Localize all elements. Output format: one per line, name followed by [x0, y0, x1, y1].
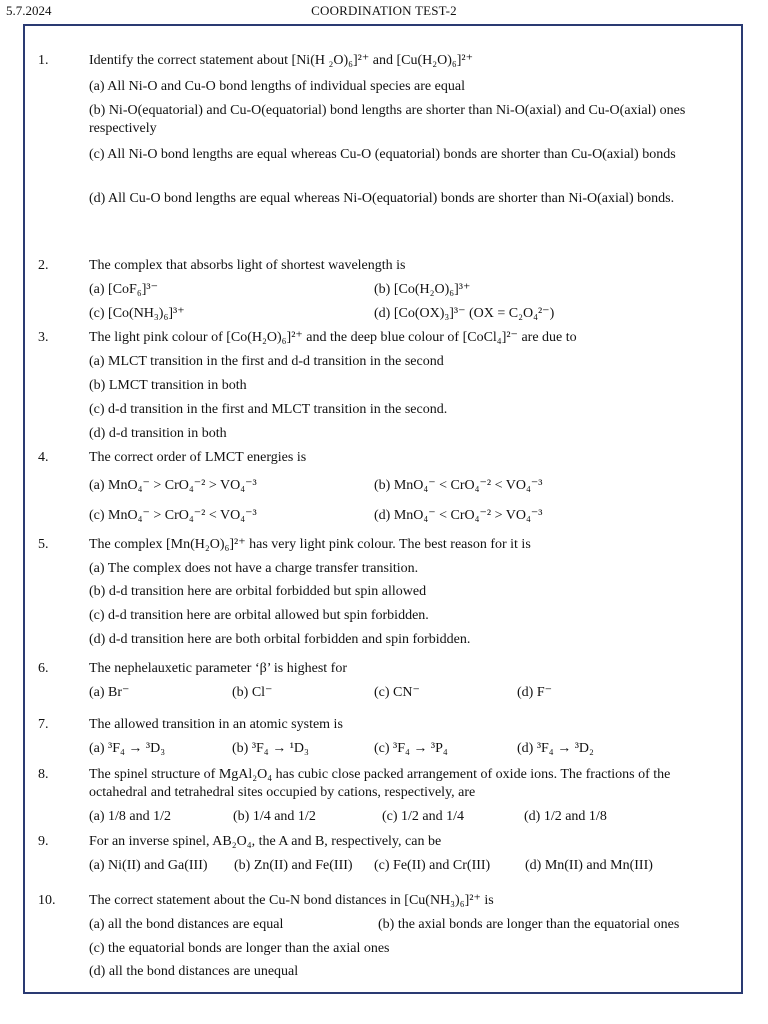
option-b: (b) MnO₄⁻ < CrO₄⁻² < VO₄⁻³ [374, 478, 543, 493]
option-b: (b) Ni-O(equatorial) and Cu-O(equatorial) bond lengths are shorter than Ni-O(axial) and Cu-O(axial) ones respectively [89, 103, 686, 136]
option-c: (c) Fe(II) and Cr(III) [374, 858, 491, 873]
option-a: (a) all the bond distances are equal [89, 917, 284, 932]
option-d: (d) d-d transition in both [89, 426, 227, 441]
option-b: (b) Zn(II) and Fe(III) [234, 858, 353, 873]
question-number: 8. [38, 767, 49, 782]
option-d: (d) ³F₄ → ³D₂ [517, 741, 594, 756]
option-c: (c) [Co(NH₃)₆]³⁺ [89, 306, 185, 321]
option-b: (b) ³F₄ → ¹D₃ [232, 741, 309, 756]
option-a: (a) 1/8 and 1/2 [89, 809, 172, 824]
question-stem: For an inverse spinel, AB₂O₄, the A and B, respectively, can be [89, 834, 442, 849]
option-b: (b) LMCT transition in both [89, 378, 247, 393]
question-stem: The complex [Mn(H₂O)₆]²⁺ has very light pink colour. The best reason for it is [89, 537, 531, 552]
question-number: 4. [38, 450, 49, 465]
question-stem: The correct statement about the Cu-N bond distances in [Cu(NH₃)₆]²⁺ is [89, 893, 494, 908]
option-a: (a) ³F₄ → ³D₃ [89, 741, 166, 756]
option-d: (d) All Cu-O bond lengths are equal whereas Ni-O(equatorial) bonds are shorter than Ni-O(axial) bonds. [89, 191, 675, 206]
question-number: 6. [38, 661, 49, 676]
option-a: (a) [CoF₆]³⁻ [89, 282, 158, 297]
option-d: (d) Mn(II) and Mn(III) [525, 858, 653, 873]
option-c: (c) All Ni-O bond lengths are equal whereas Cu-O (equatorial) bonds are shorter than Cu-O(axial) bonds [89, 147, 676, 162]
option-d: (d) F⁻ [517, 685, 552, 700]
option-a: (a) All Ni-O and Cu-O bond lengths of individual species are equal [89, 79, 465, 94]
option-d: (d) MnO₄⁻ < CrO₄⁻² > VO₄⁻³ [374, 508, 543, 523]
question-stem: The allowed transition in an atomic system is [89, 717, 343, 732]
option-a: (a) MLCT transition in the first and d-d transition in the second [89, 354, 444, 369]
option-c: (c) d-d transition in the first and MLCT transition in the second. [89, 402, 448, 417]
option-c: (c) ³F₄ → ³P₄ [374, 741, 448, 756]
document-title: COORDINATION TEST-2 [311, 3, 457, 18]
question-stem: The nephelauxetic parameter ‘β’ is highest for [89, 661, 347, 676]
option-d: (d) all the bond distances are unequal [89, 964, 299, 979]
option-d: (d) [Co(OX)₃]³⁻ (OX = C₂O₄²⁻) [374, 306, 555, 321]
question-number: 7. [38, 717, 49, 732]
option-c: (c) MnO₄⁻ > CrO₄⁻² < VO₄⁻³ [89, 508, 257, 523]
option-c: (c) the equatorial bonds are longer than the axial ones [89, 941, 390, 956]
question-stem: The correct order of LMCT energies is [89, 450, 307, 465]
option-a: (a) MnO₄⁻ > CrO₄⁻² > VO₄⁻³ [89, 478, 257, 493]
option-a: (a) The complex does not have a charge transfer transition. [89, 561, 419, 576]
question-stem: Identify the correct statement about [Ni(H ₂O)₆]²⁺ and [Cu(H₂O)₆]²⁺ [89, 53, 474, 68]
option-c: (c) 1/2 and 1/4 [382, 809, 465, 824]
option-b: (b) d-d transition here are orbital forbidded but spin allowed [89, 584, 427, 599]
option-b: (b) [Co(H₂O)₆]³⁺ [374, 282, 471, 297]
option-a: (a) Br⁻ [89, 685, 130, 700]
question-stem: The spinel structure of MgAl₂O₄ has cubic close packed arrangement of oxide ions. The fractions of the octahedral and tetrahedral sites occupied by cations, respectively, are [89, 767, 671, 800]
question-stem: The complex that absorbs light of shortest wavelength is [89, 258, 406, 273]
option-c: (c) d-d transition here are orbital allowed but spin forbidden. [89, 608, 429, 623]
option-a: (a) Ni(II) and Ga(III) [89, 858, 208, 873]
option-b: (b) 1/4 and 1/2 [233, 809, 316, 824]
option-b: (b) the axial bonds are longer than the equatorial ones [378, 917, 680, 932]
question-number: 1. [38, 53, 49, 68]
question-number: 5. [38, 537, 49, 552]
question-number: 2. [38, 258, 49, 273]
option-d: (d) d-d transition here are both orbital forbidden and spin forbidden. [89, 632, 471, 647]
header-date: 5.7.2024 [6, 3, 52, 18]
question-stem: The light pink colour of [Co(H₂O)₆]²⁺ and the deep blue colour of [CoCl₄]²⁻ are due to [89, 330, 577, 345]
option-c: (c) CN⁻ [374, 685, 420, 700]
question-number: 9. [38, 834, 49, 849]
question-number: 10. [38, 893, 56, 908]
option-d: (d) 1/2 and 1/8 [524, 809, 607, 824]
option-b: (b) Cl⁻ [232, 685, 273, 700]
question-number: 3. [38, 330, 49, 345]
